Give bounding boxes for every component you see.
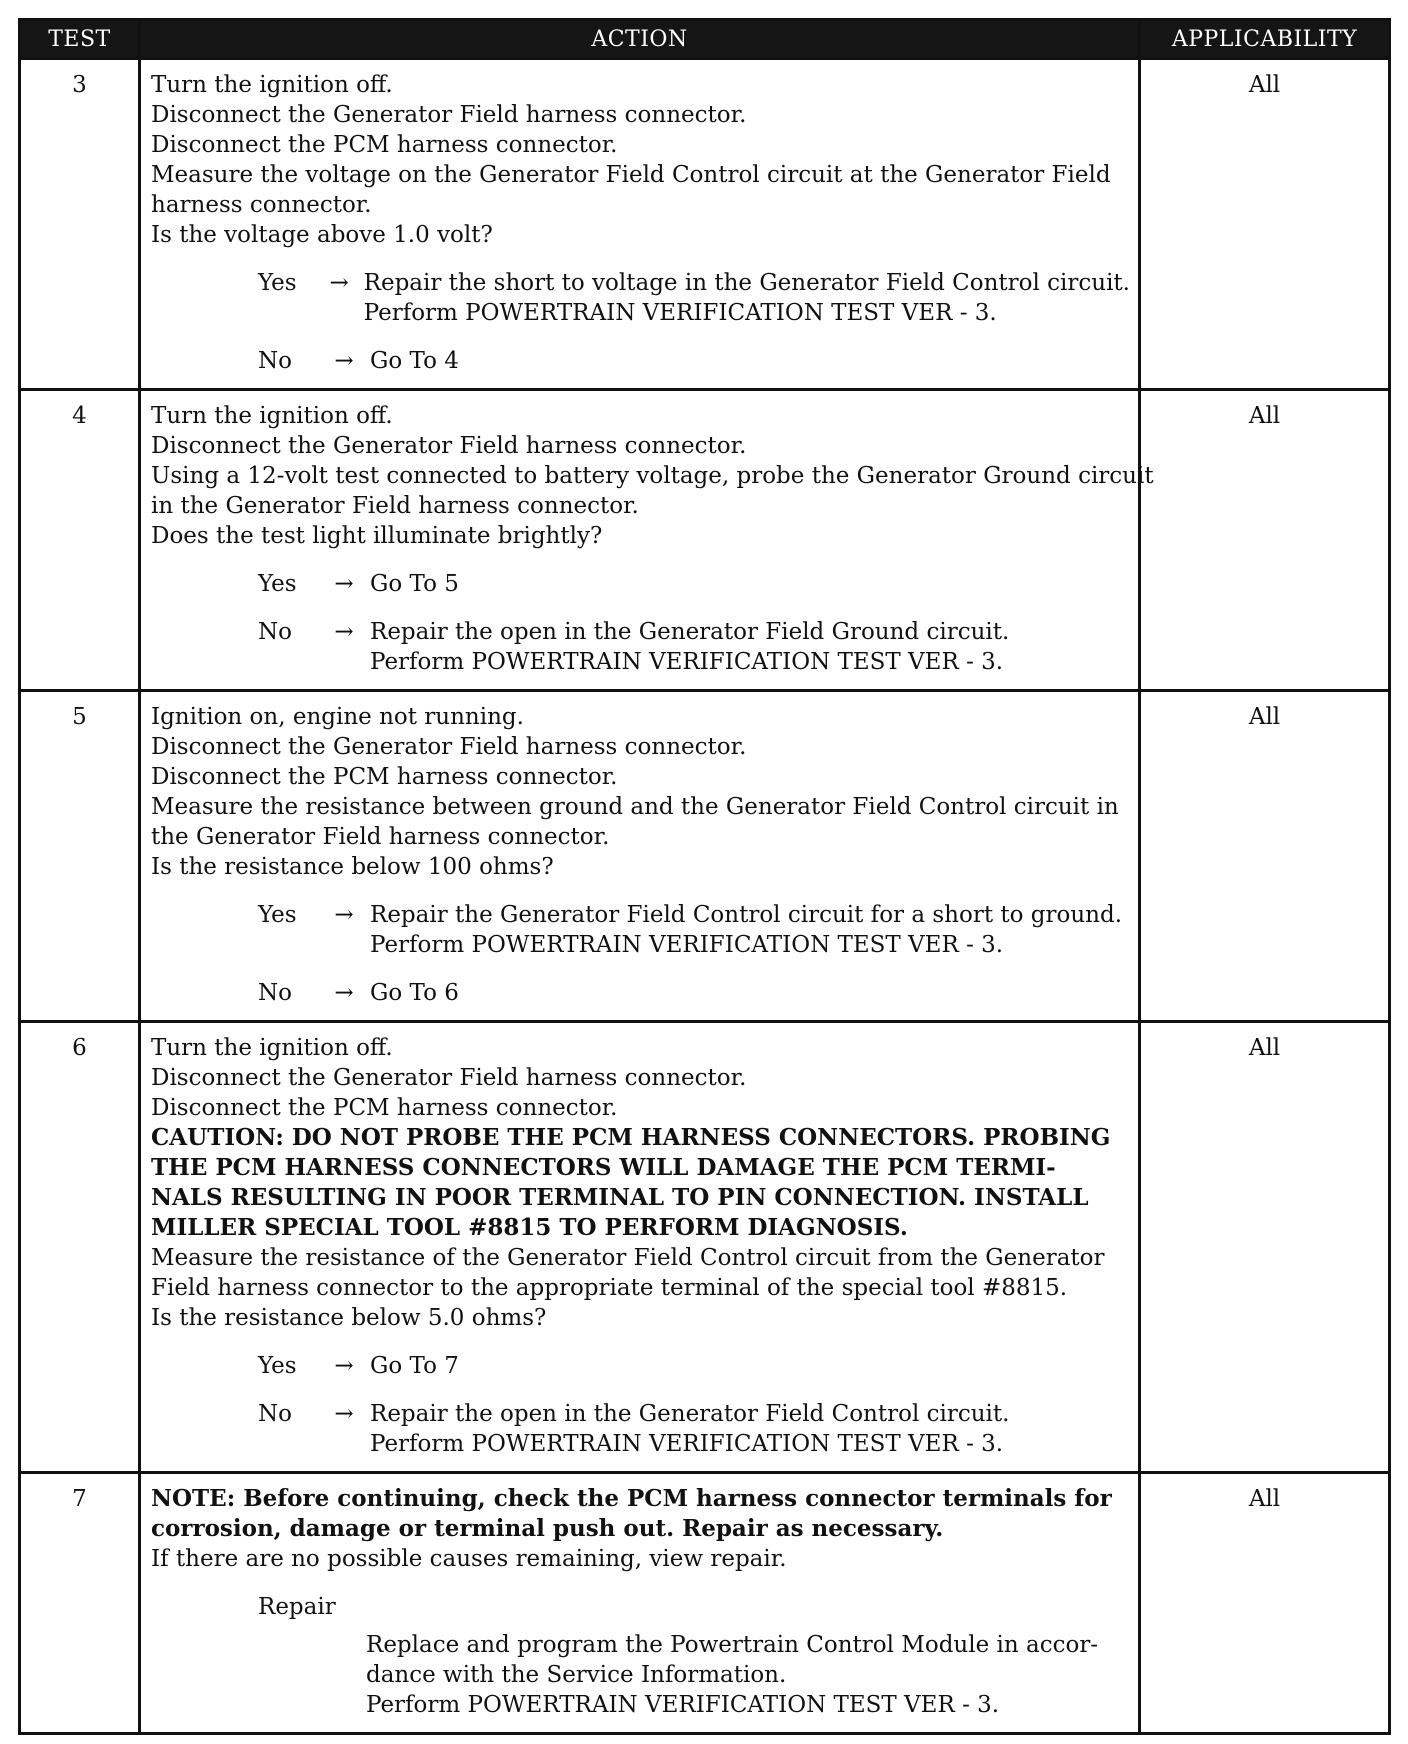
no-result [370, 617, 1130, 677]
test-number: 5 [20, 691, 140, 1022]
no-result [370, 346, 1130, 376]
header-action: ACTION [140, 20, 1140, 59]
header-applicability: APPLICABILITY [1140, 20, 1390, 59]
test-row-3 [20, 59, 1390, 390]
test-row-7 [20, 1473, 1390, 1734]
diagnostic-test-table [18, 18, 1388, 1735]
test-row-5 [20, 691, 1390, 1022]
yes-label: Yes [258, 571, 297, 597]
test-number: 6 [20, 1022, 140, 1473]
step: Disconnect the PCM harness connector. [151, 132, 618, 158]
yes-result [370, 569, 1130, 599]
caution-line: NALS RESULTING IN POOR TERMINAL TO PIN CONNECTION. INSTALL [151, 1184, 1089, 1211]
caution-line: CAUTION: DO NOT PROBE THE PCM HARNESS CONNECTORS. PROBING [151, 1124, 1111, 1151]
step: Disconnect the PCM harness connector. [151, 764, 618, 790]
test-number: 7 [20, 1473, 140, 1734]
yes-branch [258, 1351, 1130, 1381]
yes-result [370, 1351, 1130, 1381]
no-branch [258, 617, 1130, 677]
test-row-4 [20, 390, 1390, 691]
step: Disconnect the PCM harness connector. [151, 1095, 618, 1121]
yes-branch [258, 268, 1130, 328]
step: Is the voltage above 1.0 volt? [151, 222, 493, 248]
no-label: No [258, 619, 292, 645]
test-row-6 [20, 1022, 1390, 1473]
yes-result [364, 268, 1130, 328]
step: Measure the resistance of the Generator Field Control circuit from the Generator [151, 1245, 1105, 1271]
applicability: All [1140, 1473, 1390, 1734]
arrow-icon: → [329, 270, 349, 296]
yes-branch [258, 900, 1130, 960]
test-number: 4 [20, 390, 140, 691]
yes-result [370, 900, 1130, 960]
arrow-icon: → [334, 980, 354, 1006]
step: Field harness connector to the appropriate terminal of the special tool #8815. [151, 1275, 1068, 1301]
yes-label: Yes [258, 270, 297, 296]
arrow-icon: → [334, 619, 354, 645]
no-branch [258, 978, 1130, 1008]
step: If there are no possible causes remaining, view repair. [151, 1546, 787, 1572]
arrow-icon: → [334, 348, 354, 374]
result-line: Repair the short to voltage in the Generator Field Control circuit. [363, 270, 1130, 296]
step: harness connector. [151, 192, 372, 218]
result-line: Repair the Generator Field Control circuit for a short to ground. [370, 902, 1123, 928]
repair-line: Perform POWERTRAIN VERIFICATION TEST VER - 3. [366, 1692, 1000, 1718]
no-label: No [258, 1401, 292, 1427]
step: Disconnect the Generator Field harness connector. [151, 1065, 747, 1091]
arrow-icon: → [334, 1401, 354, 1427]
result-line: Go To 5 [370, 571, 459, 597]
repair-line: dance with the Service Information. [366, 1662, 787, 1688]
caution-line: THE PCM HARNESS CONNECTORS WILL DAMAGE THE PCM TERMI- [151, 1154, 1056, 1181]
applicability: All [1140, 390, 1390, 691]
no-result [370, 1399, 1130, 1459]
repair-body [366, 1630, 1130, 1720]
applicability: All [1140, 1022, 1390, 1473]
note-line: corrosion, damage or terminal push out. Repair as necessary. [151, 1515, 944, 1542]
step: Ignition on, engine not running. [151, 704, 524, 730]
step: Disconnect the Generator Field harness connector. [151, 433, 747, 459]
result-line: Go To 6 [370, 980, 459, 1006]
header-row [20, 20, 1390, 59]
repair-section [258, 1592, 1130, 1720]
test-table [18, 18, 1391, 1735]
applicability: All [1140, 59, 1390, 390]
result-line: Repair the open in the Generator Field Ground circuit. [370, 619, 1010, 645]
step: Turn the ignition off. [151, 1035, 393, 1061]
arrow-icon: → [334, 902, 354, 928]
step: Disconnect the Generator Field harness connector. [151, 734, 747, 760]
caution-line: MILLER SPECIAL TOOL #8815 TO PERFORM DIAGNOSIS. [151, 1214, 908, 1241]
result-line: Perform POWERTRAIN VERIFICATION TEST VER - 3. [370, 1431, 1004, 1457]
no-label: No [258, 980, 292, 1006]
step: Disconnect the Generator Field harness connector. [151, 102, 747, 128]
repair-label: Repair [258, 1594, 336, 1620]
no-result [370, 978, 1130, 1008]
arrow-icon: → [334, 571, 354, 597]
step: Measure the resistance between ground and the Generator Field Control circuit in [151, 794, 1119, 820]
step: Using a 12-volt test connected to battery voltage, probe the Generator Ground circuit [151, 463, 1154, 489]
result-line: Go To 7 [370, 1353, 459, 1379]
step: Turn the ignition off. [151, 403, 393, 429]
yes-label: Yes [258, 1353, 297, 1379]
header-test: TEST [20, 20, 140, 59]
no-branch [258, 1399, 1130, 1459]
step: Does the test light illuminate brightly? [151, 523, 603, 549]
result-line: Repair the open in the Generator Field Control circuit. [370, 1401, 1010, 1427]
result-line: Perform POWERTRAIN VERIFICATION TEST VER - 3. [363, 300, 997, 326]
test-action [140, 59, 1140, 390]
result-line: Go To 4 [370, 348, 459, 374]
step: Turn the ignition off. [151, 72, 393, 98]
note-line: NOTE: Before continuing, check the PCM harness connector terminals for [151, 1485, 1112, 1512]
no-branch [258, 346, 1130, 376]
yes-label: Yes [258, 902, 297, 928]
arrow-icon: → [334, 1353, 354, 1379]
no-label: No [258, 348, 292, 374]
test-action [140, 1022, 1140, 1473]
step: the Generator Field harness connector. [151, 824, 610, 850]
step: Is the resistance below 5.0 ohms? [151, 1305, 547, 1331]
result-line: Perform POWERTRAIN VERIFICATION TEST VER - 3. [370, 932, 1004, 958]
result-line: Perform POWERTRAIN VERIFICATION TEST VER - 3. [370, 649, 1004, 675]
test-action [140, 390, 1154, 691]
yes-branch [258, 569, 1130, 599]
test-action [140, 1473, 1140, 1734]
step: in the Generator Field harness connector. [151, 493, 639, 519]
repair-line: Replace and program the Powertrain Control Module in accor- [366, 1632, 1099, 1658]
step: Measure the voltage on the Generator Field Control circuit at the Generator Field [151, 162, 1111, 188]
applicability: All [1140, 691, 1390, 1022]
step: Is the resistance below 100 ohms? [151, 854, 554, 880]
test-number: 3 [20, 59, 140, 390]
test-action [140, 691, 1140, 1022]
